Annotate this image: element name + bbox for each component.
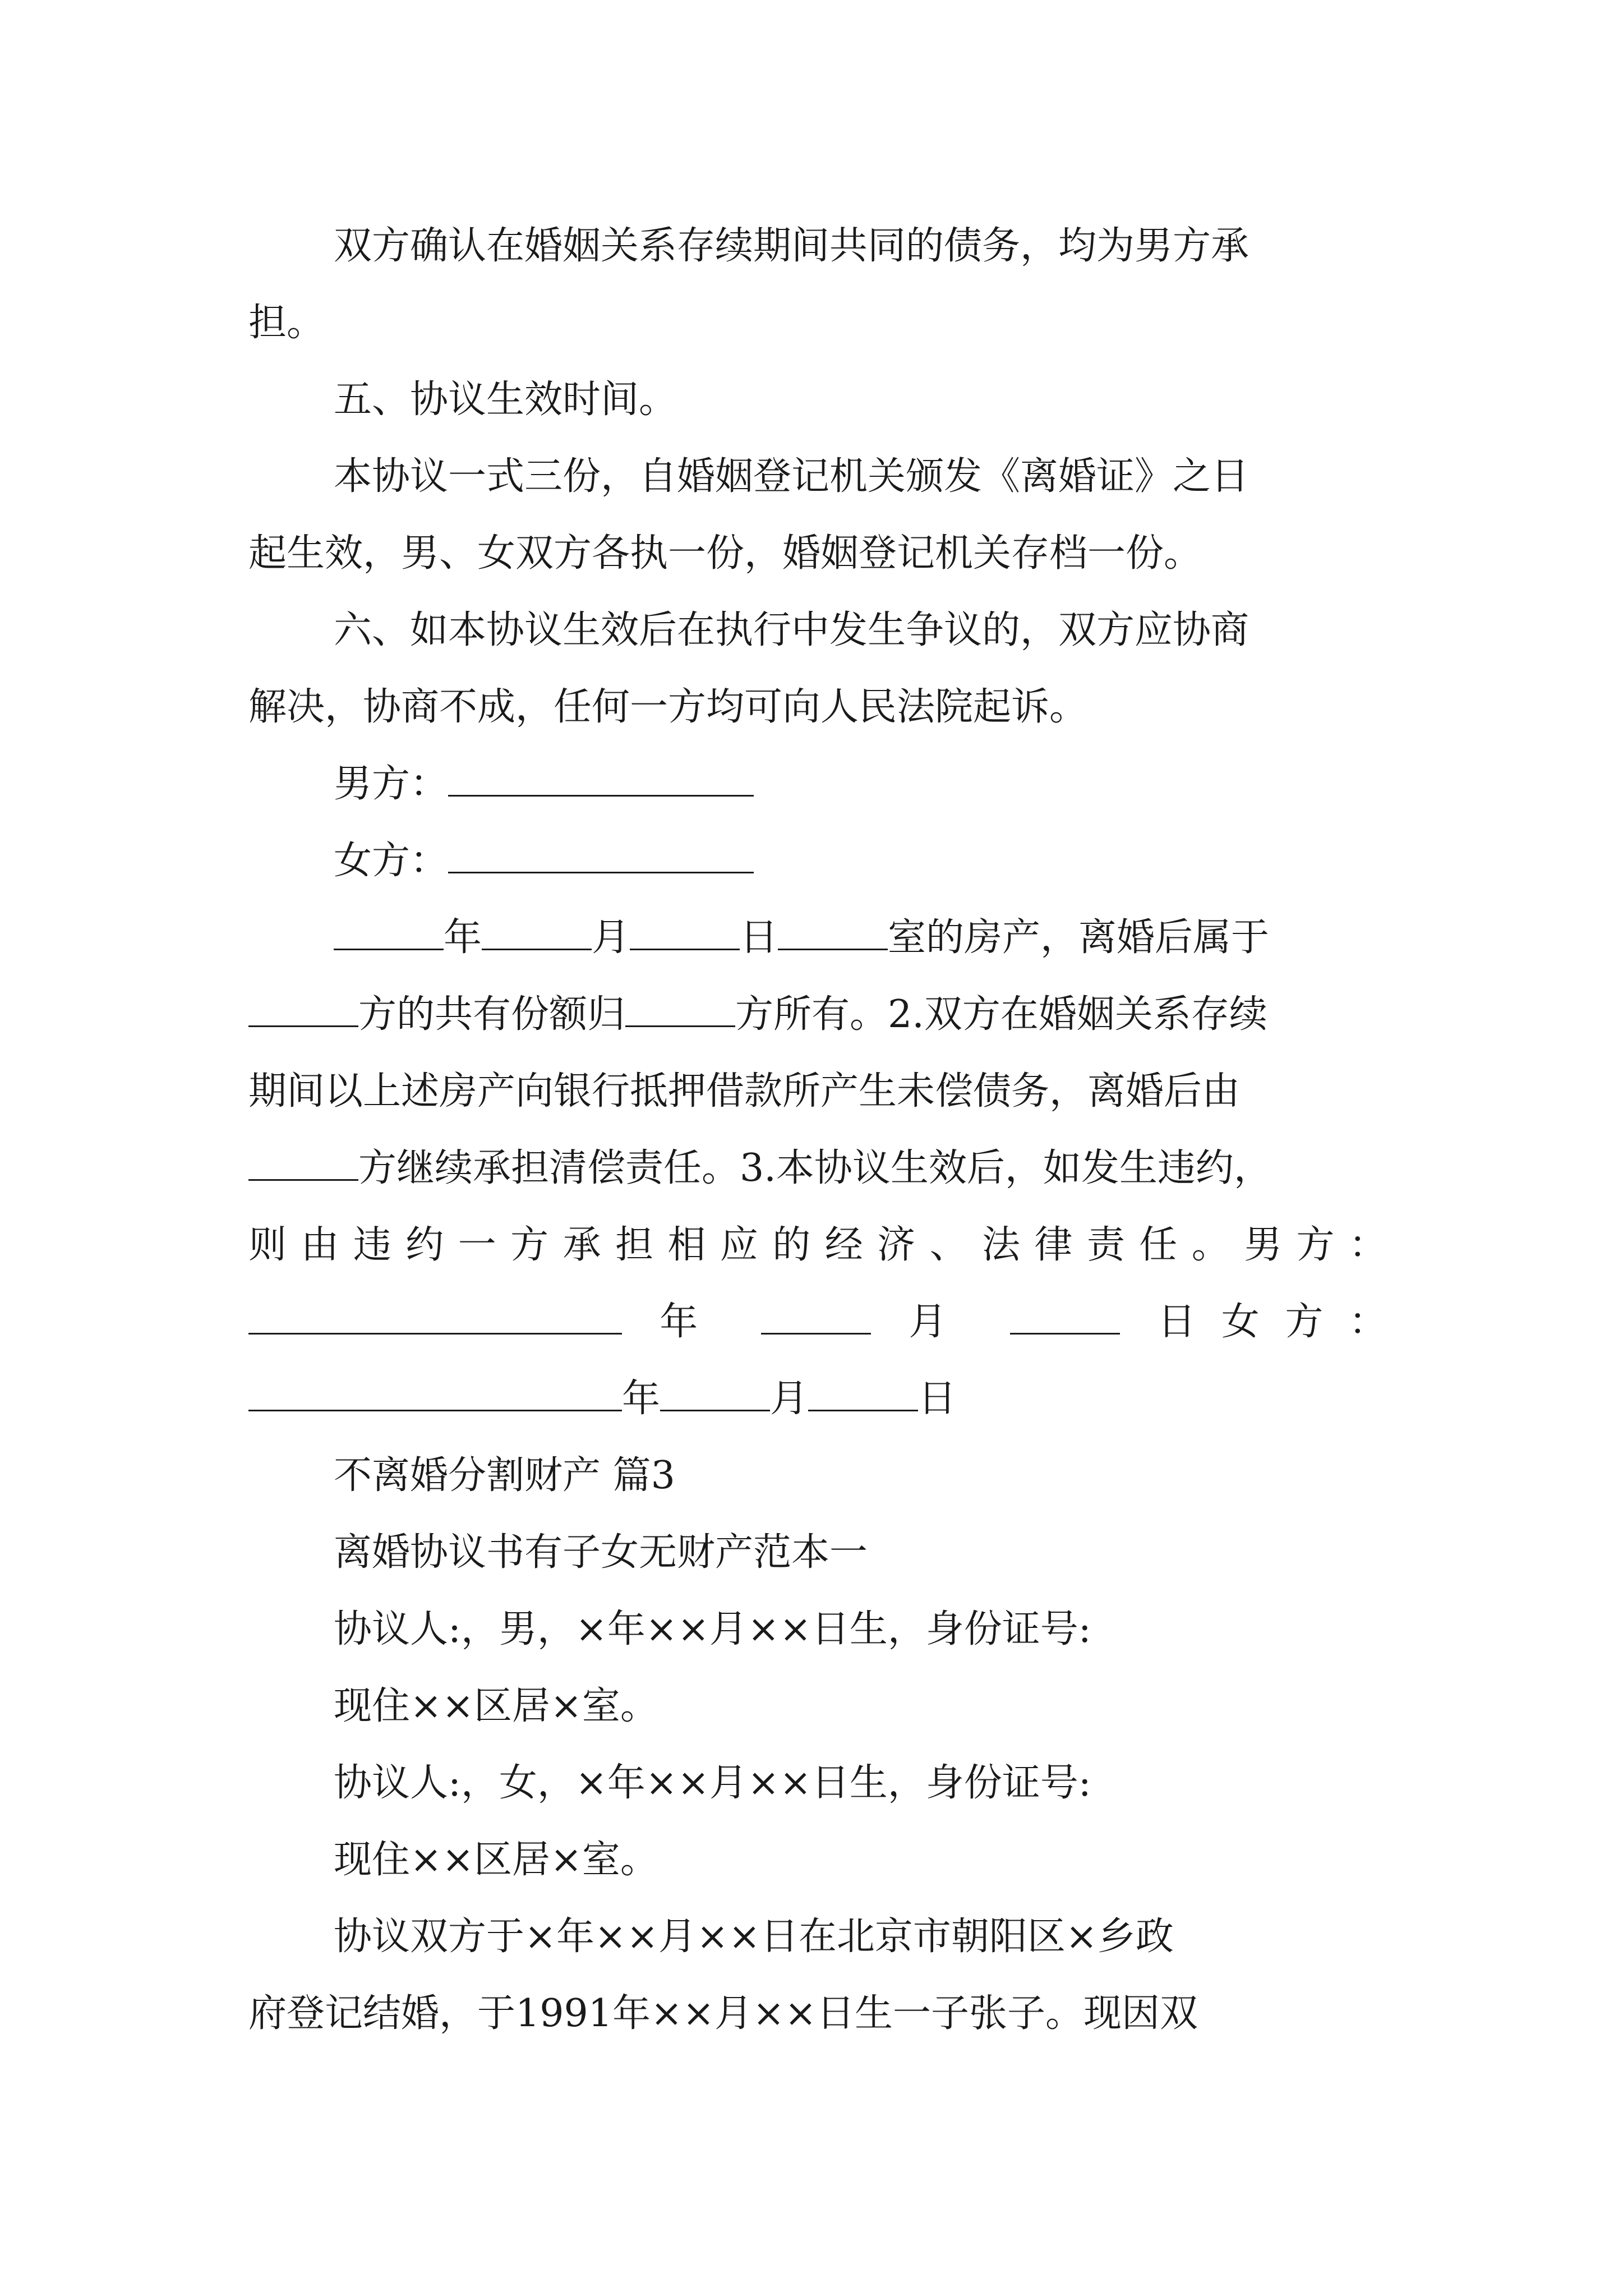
female-signature-line <box>248 822 1387 899</box>
sign-date-line-2 <box>248 1360 1387 1437</box>
sign-month-label: 月 <box>909 1300 972 1344</box>
sign-month-blank-2 <box>660 1375 770 1411</box>
section3-heading: 不离婚分割财产 篇3 <box>334 1453 675 1498</box>
day-label: 日 <box>740 915 778 960</box>
month-label: 月 <box>592 915 630 960</box>
marriage-paragraph-line-2: 府登记结婚，于1991年××月××日生一子张子。现因双 <box>248 1991 1198 2036</box>
document-body <box>248 208 1387 2052</box>
marriage-paragraph-line-1: 协议双方于×年××月××日在北京市朝阳区×乡政 <box>334 1915 1174 1959</box>
dispute-paragraph-line-1: 六、如本协议生效后在执行中发生争议的，双方应协商 <box>334 608 1249 652</box>
party-blank-1 <box>248 991 358 1027</box>
female-signature-blank <box>448 837 754 873</box>
male-signature-line <box>248 746 1387 822</box>
female-sign-blank <box>248 1375 622 1411</box>
year-label: 年 <box>444 915 482 960</box>
sign-day-blank <box>1010 1298 1120 1335</box>
debt-paragraph-line-2: 担。 <box>248 301 325 345</box>
section3-subtitle: 离婚协议书有子女无财产范本一 <box>334 1530 868 1575</box>
party-blank-2 <box>625 991 735 1027</box>
sign-date-line-1 <box>248 1283 1387 1360</box>
sign-month-blank <box>761 1298 871 1335</box>
month-blank <box>482 914 592 950</box>
male-sign-blank <box>248 1298 622 1335</box>
party2-address: 现住××区居×室。 <box>334 1838 658 1882</box>
effective-time-heading: 五、协议生效时间。 <box>334 378 677 422</box>
share-mid: 方的共有份额归 <box>358 992 626 1037</box>
party1-line: 协议人:，男，×年××月××日生，身份证号: <box>334 1607 1091 1651</box>
share-end: 方所有。2.双方在婚姻关系存续 <box>735 992 1267 1037</box>
day-blank <box>630 914 740 950</box>
continue-line <box>248 1130 1387 1207</box>
female-label: 女方： <box>334 839 449 883</box>
female-date-label: 日女方： <box>1158 1300 1387 1344</box>
party1-address: 现住××区居×室。 <box>334 1684 658 1728</box>
party-blank-3 <box>248 1144 358 1181</box>
breach-text: 则由违约一方承担相应的经济、法律责任。男方： <box>248 1223 1387 1267</box>
share-line <box>248 976 1387 1053</box>
loan-line: 期间以上述房产向银行抵押借款所产生未偿债务，离婚后由 <box>248 1069 1241 1114</box>
sign-year-label: 年 <box>660 1300 723 1344</box>
sign-year-label-2: 年 <box>622 1377 661 1421</box>
male-signature-blank <box>448 760 754 797</box>
copies-paragraph-line-1: 本协议一式三份，自婚姻登记机关颁发《离婚证》之日 <box>334 454 1249 499</box>
room-suffix: 室的房产，离婚后属于 <box>888 915 1270 960</box>
sign-day-blank-2 <box>808 1375 918 1411</box>
year-blank <box>334 914 444 950</box>
male-label: 男方： <box>334 762 449 806</box>
sign-day-label-2: 日 <box>918 1377 957 1421</box>
copies-paragraph-line-2: 起生效，男、女双方各执一份，婚姻登记机关存档一份。 <box>248 531 1202 576</box>
party2-line: 协议人:，女，×年××月××日生，身份证号: <box>334 1761 1091 1805</box>
debt-paragraph-line-1: 双方确认在婚姻关系存续期间共同的债务，均为男方承 <box>334 224 1249 268</box>
continue-text: 方继续承担清偿责任。3.本协议生效后，如发生违约， <box>358 1146 1272 1190</box>
room-blank <box>778 914 888 950</box>
dispute-paragraph-line-2: 解决，协商不成，任何一方均可向人民法院起诉。 <box>248 685 1088 729</box>
room-property-line <box>248 899 1387 976</box>
sign-month-label-2: 月 <box>770 1377 809 1421</box>
breach-line <box>248 1207 1387 1283</box>
